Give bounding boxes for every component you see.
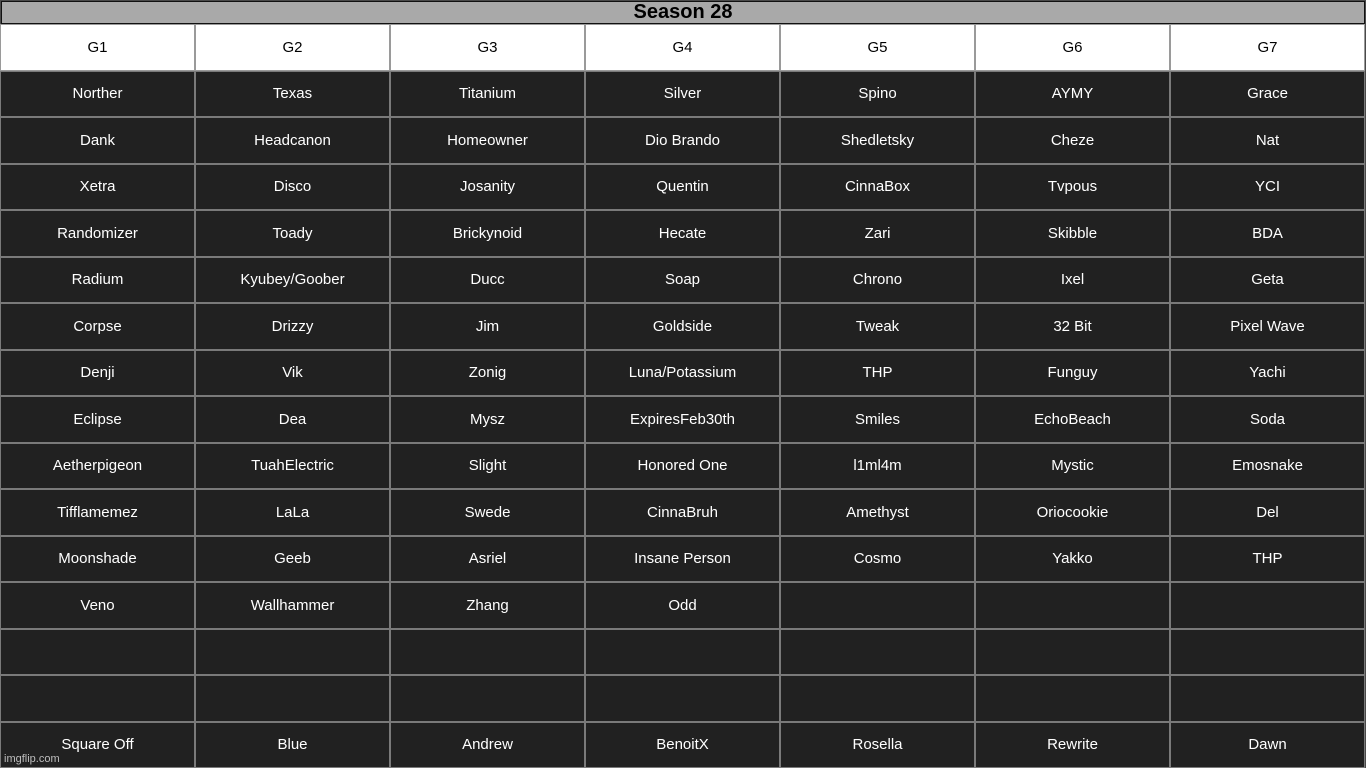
table-cell: Josanity: [390, 164, 585, 211]
table-cell: Odd: [585, 582, 780, 629]
table-cell: Headcanon: [195, 117, 390, 164]
table-cell: Goldside: [585, 303, 780, 350]
table-cell: Tvpous: [975, 164, 1170, 211]
table-cell: [0, 629, 195, 676]
column-header-g2: G2: [195, 24, 390, 71]
table-cell: Asriel: [390, 536, 585, 583]
table-cell: CinnaBox: [780, 164, 975, 211]
table-cell: Nat: [1170, 117, 1365, 164]
column-header-g4: G4: [585, 24, 780, 71]
table-cell: Grace: [1170, 71, 1365, 118]
table-cell: BDA: [1170, 210, 1365, 257]
table-cell: Geta: [1170, 257, 1365, 304]
table-cell: Ixel: [975, 257, 1170, 304]
table-cell: Titanium: [390, 71, 585, 118]
table-cell: Cosmo: [780, 536, 975, 583]
table-cell: Pixel Wave: [1170, 303, 1365, 350]
table-cell: Jim: [390, 303, 585, 350]
table-cell: [585, 675, 780, 722]
table-cell: [1170, 582, 1365, 629]
table-cell: Slight: [390, 443, 585, 490]
table-cell: Denji: [0, 350, 195, 397]
table-cell: Ducc: [390, 257, 585, 304]
table-cell: [390, 629, 585, 676]
table-cell: Soda: [1170, 396, 1365, 443]
table-cell: 32 Bit: [975, 303, 1170, 350]
table-cell: Cheze: [975, 117, 1170, 164]
table-cell: Tweak: [780, 303, 975, 350]
table-cell: Vik: [195, 350, 390, 397]
column-header-g5: G5: [780, 24, 975, 71]
table-cell: [975, 582, 1170, 629]
column-header-g6: G6: [975, 24, 1170, 71]
table-cell: Oriocookie: [975, 489, 1170, 536]
table-cell: Yachi: [1170, 350, 1365, 397]
table-cell: Wallhammer: [195, 582, 390, 629]
table-cell: Dawn: [1170, 722, 1365, 768]
table-cell: Soap: [585, 257, 780, 304]
table-cell: Shedletsky: [780, 117, 975, 164]
table-cell: Smiles: [780, 396, 975, 443]
table-cell: Veno: [0, 582, 195, 629]
table-cell: Insane Person: [585, 536, 780, 583]
table-cell: TuahElectric: [195, 443, 390, 490]
table-cell: Zhang: [390, 582, 585, 629]
table-cell: ExpiresFeb30th: [585, 396, 780, 443]
table-cell: LaLa: [195, 489, 390, 536]
table-cell: Radium: [0, 257, 195, 304]
table-cell: [975, 675, 1170, 722]
table-cell: Rosella: [780, 722, 975, 768]
table-cell: Mystic: [975, 443, 1170, 490]
table-title: Season 28: [1, 1, 1365, 24]
column-header-g1: G1: [0, 24, 195, 71]
table-cell: Square Off: [0, 722, 195, 768]
table-cell: THP: [1170, 536, 1365, 583]
table-cell: [1170, 629, 1365, 676]
table-cell: YCI: [1170, 164, 1365, 211]
table-cell: Norther: [0, 71, 195, 118]
table-cell: Brickynoid: [390, 210, 585, 257]
table-cell: Rewrite: [975, 722, 1170, 768]
table-cell: EchoBeach: [975, 396, 1170, 443]
table-cell: CinnaBruh: [585, 489, 780, 536]
table-cell: Amethyst: [780, 489, 975, 536]
table-cell: Dio Brando: [585, 117, 780, 164]
column-header-g7: G7: [1170, 24, 1365, 71]
table-cell: l1ml4m: [780, 443, 975, 490]
table-cell: Mysz: [390, 396, 585, 443]
table-cell: Aetherpigeon: [0, 443, 195, 490]
table-cell: [390, 675, 585, 722]
table-cell: Spino: [780, 71, 975, 118]
table-cell: [0, 675, 195, 722]
table-cell: Moonshade: [0, 536, 195, 583]
table-cell: Yakko: [975, 536, 1170, 583]
table-cell: Zari: [780, 210, 975, 257]
table-cell: Corpse: [0, 303, 195, 350]
table-cell: Texas: [195, 71, 390, 118]
table-cell: Drizzy: [195, 303, 390, 350]
table-cell: Silver: [585, 71, 780, 118]
table-cell: Swede: [390, 489, 585, 536]
table-cell: Kyubey/Goober: [195, 257, 390, 304]
table-cell: [780, 629, 975, 676]
table-cell: Homeowner: [390, 117, 585, 164]
table-cell: [780, 582, 975, 629]
table-cell: Zonig: [390, 350, 585, 397]
table-cell: Quentin: [585, 164, 780, 211]
table-cell: Geeb: [195, 536, 390, 583]
table-cell: THP: [780, 350, 975, 397]
table-cell: [195, 675, 390, 722]
table-cell: AYMY: [975, 71, 1170, 118]
table-cell: Blue: [195, 722, 390, 768]
table-cell: Del: [1170, 489, 1365, 536]
table-cell: Dank: [0, 117, 195, 164]
table-cell: Toady: [195, 210, 390, 257]
table-cell: Hecate: [585, 210, 780, 257]
table-cell: Randomizer: [0, 210, 195, 257]
table-cell: Xetra: [0, 164, 195, 211]
table-cell: Funguy: [975, 350, 1170, 397]
table-cell: BenoitX: [585, 722, 780, 768]
table-cell: Disco: [195, 164, 390, 211]
table-cell: Luna/Potassium: [585, 350, 780, 397]
table-cell: Chrono: [780, 257, 975, 304]
column-header-g3: G3: [390, 24, 585, 71]
table-cell: Andrew: [390, 722, 585, 768]
table-cell: [780, 675, 975, 722]
table-cell: Honored One: [585, 443, 780, 490]
table-cell: [975, 629, 1170, 676]
table-cell: Dea: [195, 396, 390, 443]
table-cell: [195, 629, 390, 676]
table-cell: Emosnake: [1170, 443, 1365, 490]
table-cell: Tifflamemez: [0, 489, 195, 536]
table-cell: Eclipse: [0, 396, 195, 443]
season-grid: [0, 24, 1366, 768]
table-cell: [585, 629, 780, 676]
watermark: imgflip.com: [4, 753, 60, 765]
table-cell: Skibble: [975, 210, 1170, 257]
table-cell: [1170, 675, 1365, 722]
